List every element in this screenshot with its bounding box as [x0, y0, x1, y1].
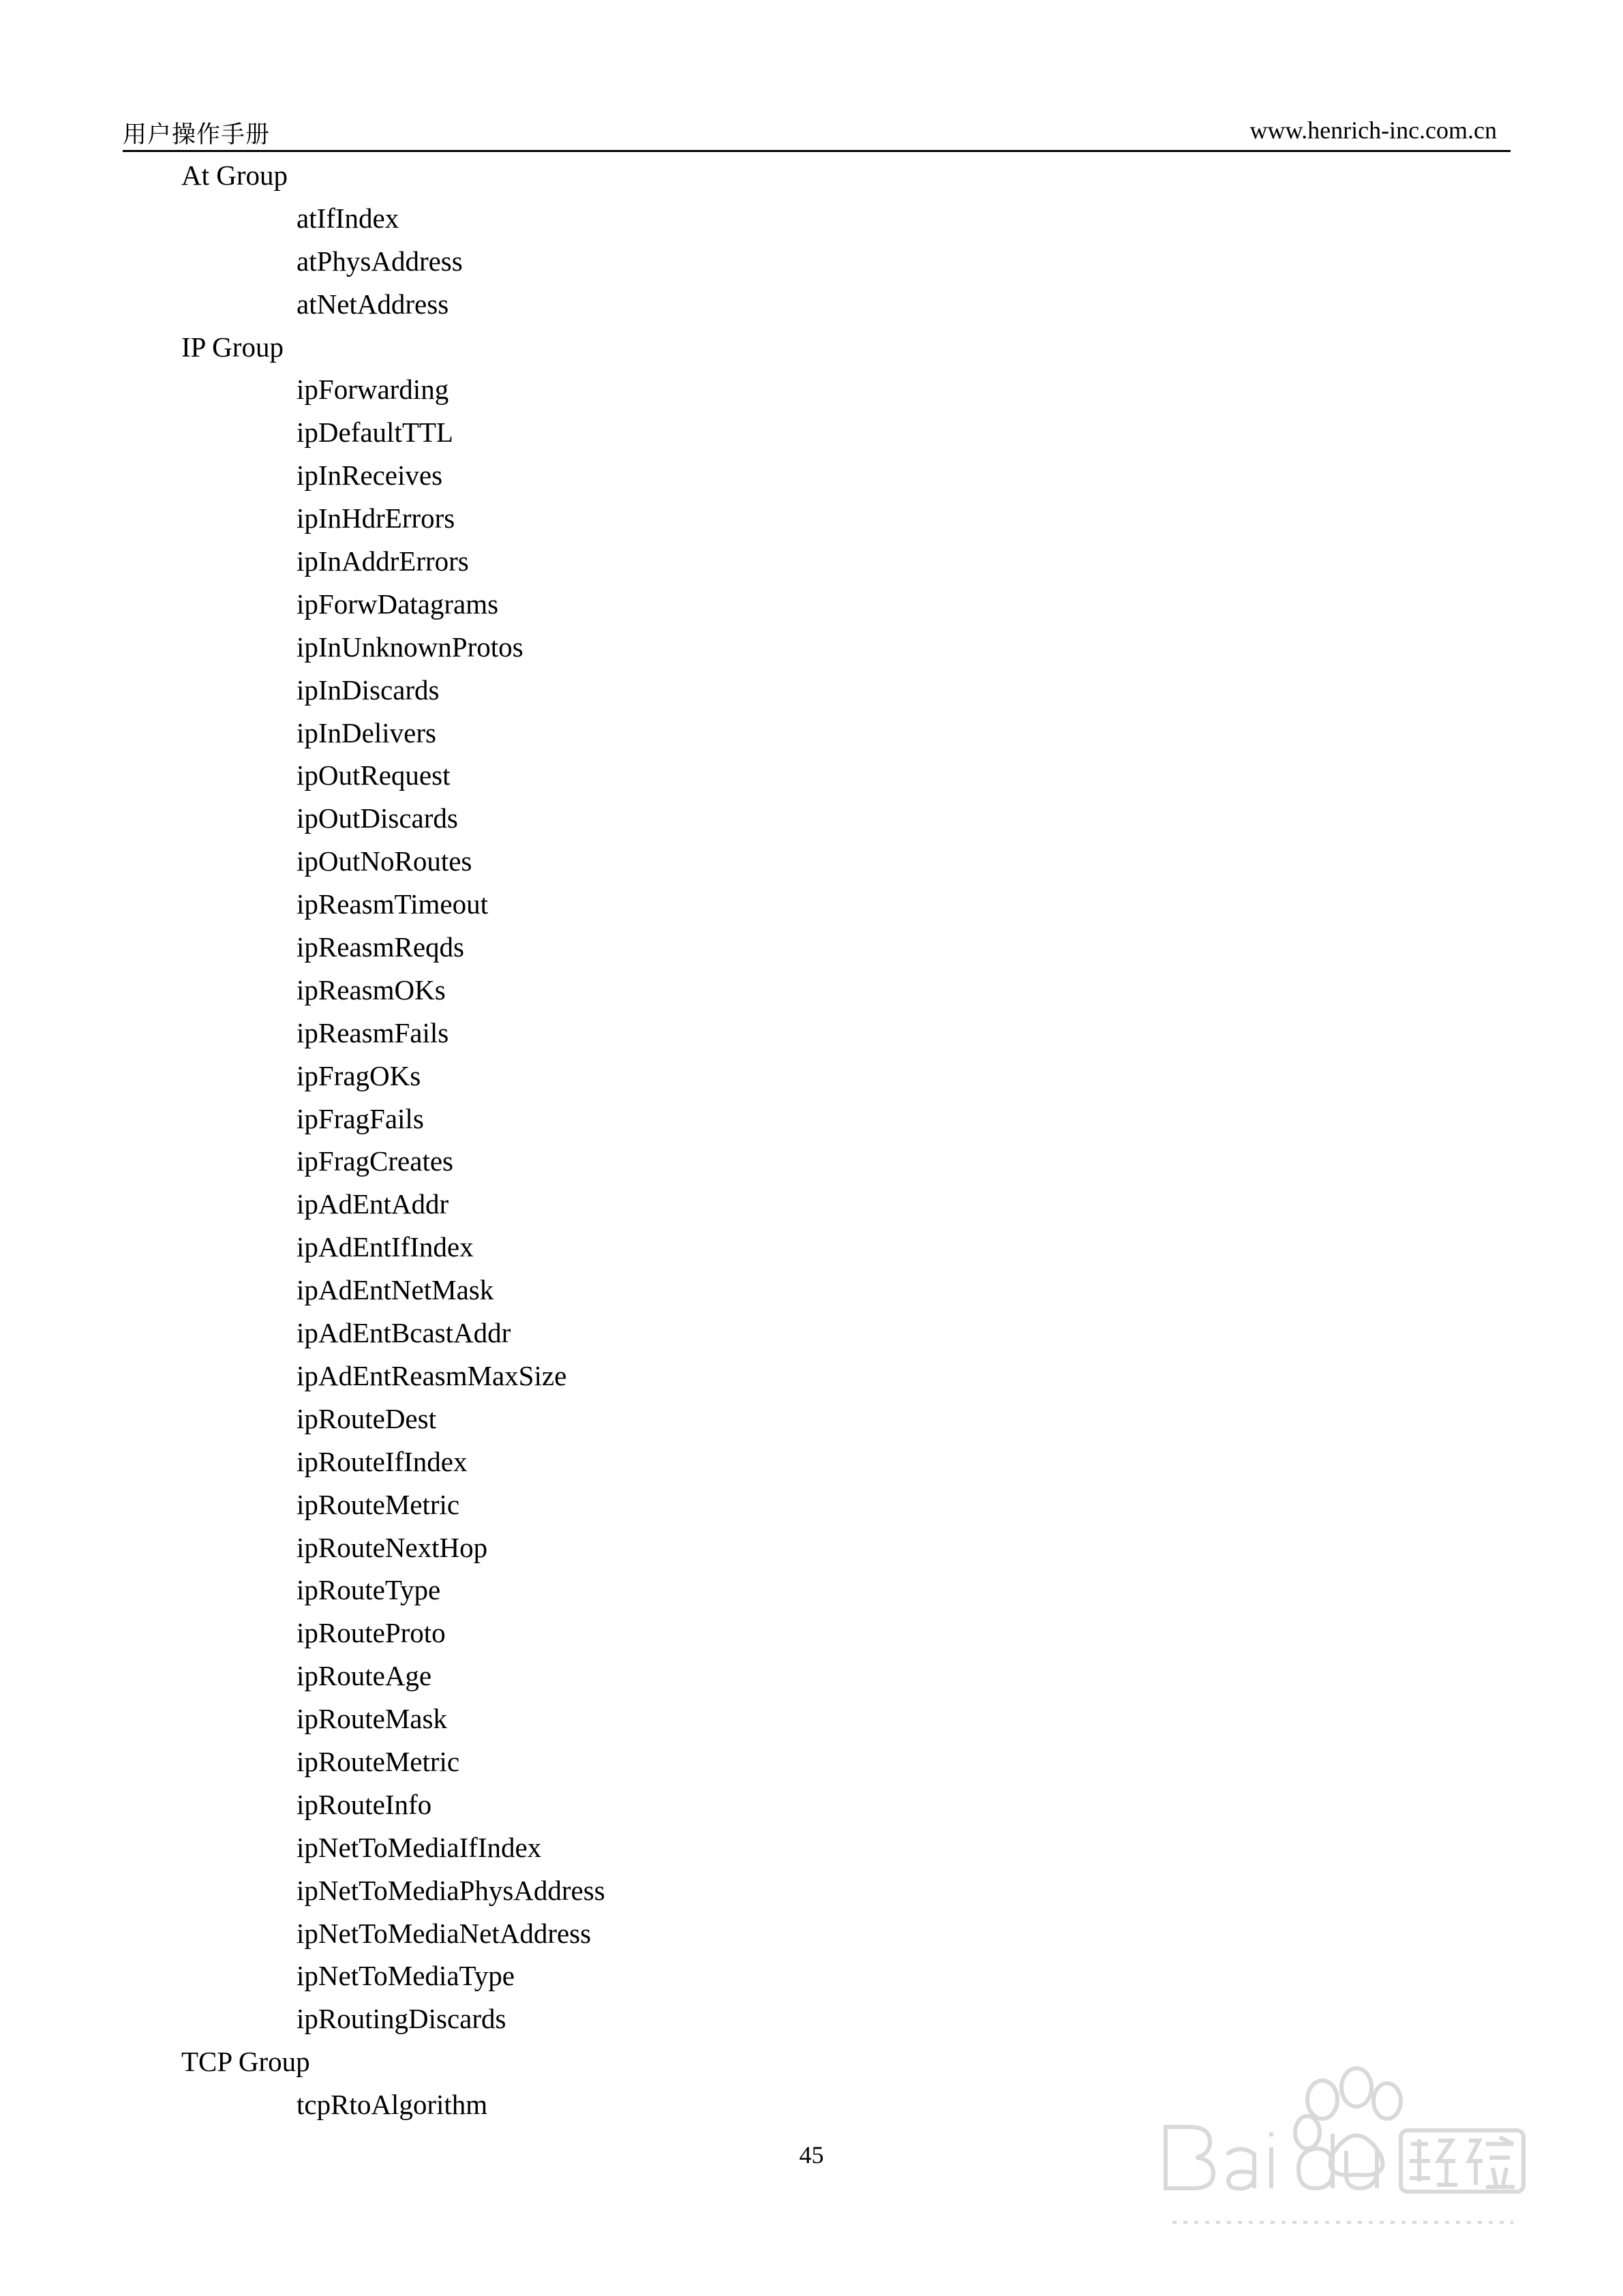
mib-object-item: ipReasmOKs	[297, 973, 446, 1006]
mib-object-item: ipAdEntAddr	[297, 1188, 449, 1220]
mib-object-item: ipRouteAge	[297, 1660, 432, 1692]
mib-object-item: atPhysAddress	[297, 245, 463, 277]
mib-object-item: ipOutDiscards	[297, 802, 458, 834]
mib-object-item: ipNetToMediaType	[297, 1960, 515, 1992]
mib-object-item: tcpRtoAlgorithm	[297, 2089, 488, 2121]
manual-title: 用户操作手册	[123, 121, 271, 149]
group-section	[0, 326, 1623, 2041]
mib-object-item: ipInUnknownProtos	[297, 631, 524, 663]
baidu-jingyan-watermark	[1152, 2052, 1534, 2256]
mib-object-item: ipInAddrErrors	[297, 545, 469, 577]
group-section	[0, 154, 1623, 326]
mib-object-item: ipForwarding	[297, 374, 449, 406]
mib-object-item: ipAdEntReasmMaxSize	[297, 1359, 567, 1391]
mib-object-item: ipRouteType	[297, 1574, 441, 1606]
mib-object-item: ipNetToMediaIfIndex	[297, 1831, 542, 1863]
mib-object-item: ipOutNoRoutes	[297, 845, 472, 877]
page-number: 45	[799, 2141, 824, 2169]
group-title: IP Group	[181, 331, 284, 363]
mib-object-item: ipInReceives	[297, 459, 443, 492]
mib-object-item: ipNetToMediaNetAddress	[297, 1917, 592, 1949]
mib-object-item: ipForwDatagrams	[297, 588, 499, 620]
mib-object-item: ipInDiscards	[297, 674, 440, 706]
group-title: At Group	[181, 160, 288, 191]
group-title: TCP Group	[181, 2046, 310, 2078]
mib-object-item: ipRouteMask	[297, 1703, 447, 1735]
mib-object-item: ipFragOKs	[297, 1059, 421, 1091]
mib-object-item: ipReasmReqds	[297, 931, 464, 963]
mib-object-item: atNetAddress	[297, 288, 449, 320]
website-url: www.henrich-inc.com.cn	[1249, 117, 1497, 144]
mib-object-item: ipReasmTimeout	[297, 888, 488, 920]
mib-object-item: ipRouteProto	[297, 1617, 446, 1649]
mib-object-item: ipAdEntBcastAddr	[297, 1317, 511, 1349]
mib-object-item: ipReasmFails	[297, 1016, 449, 1048]
mib-object-item: ipAdEntNetMask	[297, 1274, 494, 1306]
mib-object-item: ipOutRequest	[297, 759, 451, 791]
mib-object-item: ipRouteMetric	[297, 1745, 460, 1777]
mib-object-item: ipRouteInfo	[297, 1788, 432, 1820]
mib-object-item: ipRouteDest	[297, 1402, 436, 1434]
mib-object-item: ipRouteMetric	[297, 1488, 460, 1520]
mib-object-item: ipFragCreates	[297, 1145, 453, 1177]
page-header	[123, 112, 1511, 152]
mib-object-item: atIfIndex	[297, 202, 399, 234]
mib-object-item: ipDefaultTTL	[297, 417, 453, 449]
mib-object-item: ipInHdrErrors	[297, 502, 455, 534]
mib-object-item: ipFragFails	[297, 1102, 424, 1134]
mib-object-list	[0, 154, 1623, 2126]
mib-object-item: ipNetToMediaPhysAddress	[297, 1874, 605, 1906]
mib-object-item: ipRouteIfIndex	[297, 1445, 468, 1477]
mib-object-item: ipRoutingDiscards	[297, 2003, 506, 2035]
mib-object-item: ipInDelivers	[297, 716, 436, 749]
mib-object-item: ipAdEntIfIndex	[297, 1231, 474, 1263]
mib-object-item: ipRouteNextHop	[297, 1531, 488, 1563]
